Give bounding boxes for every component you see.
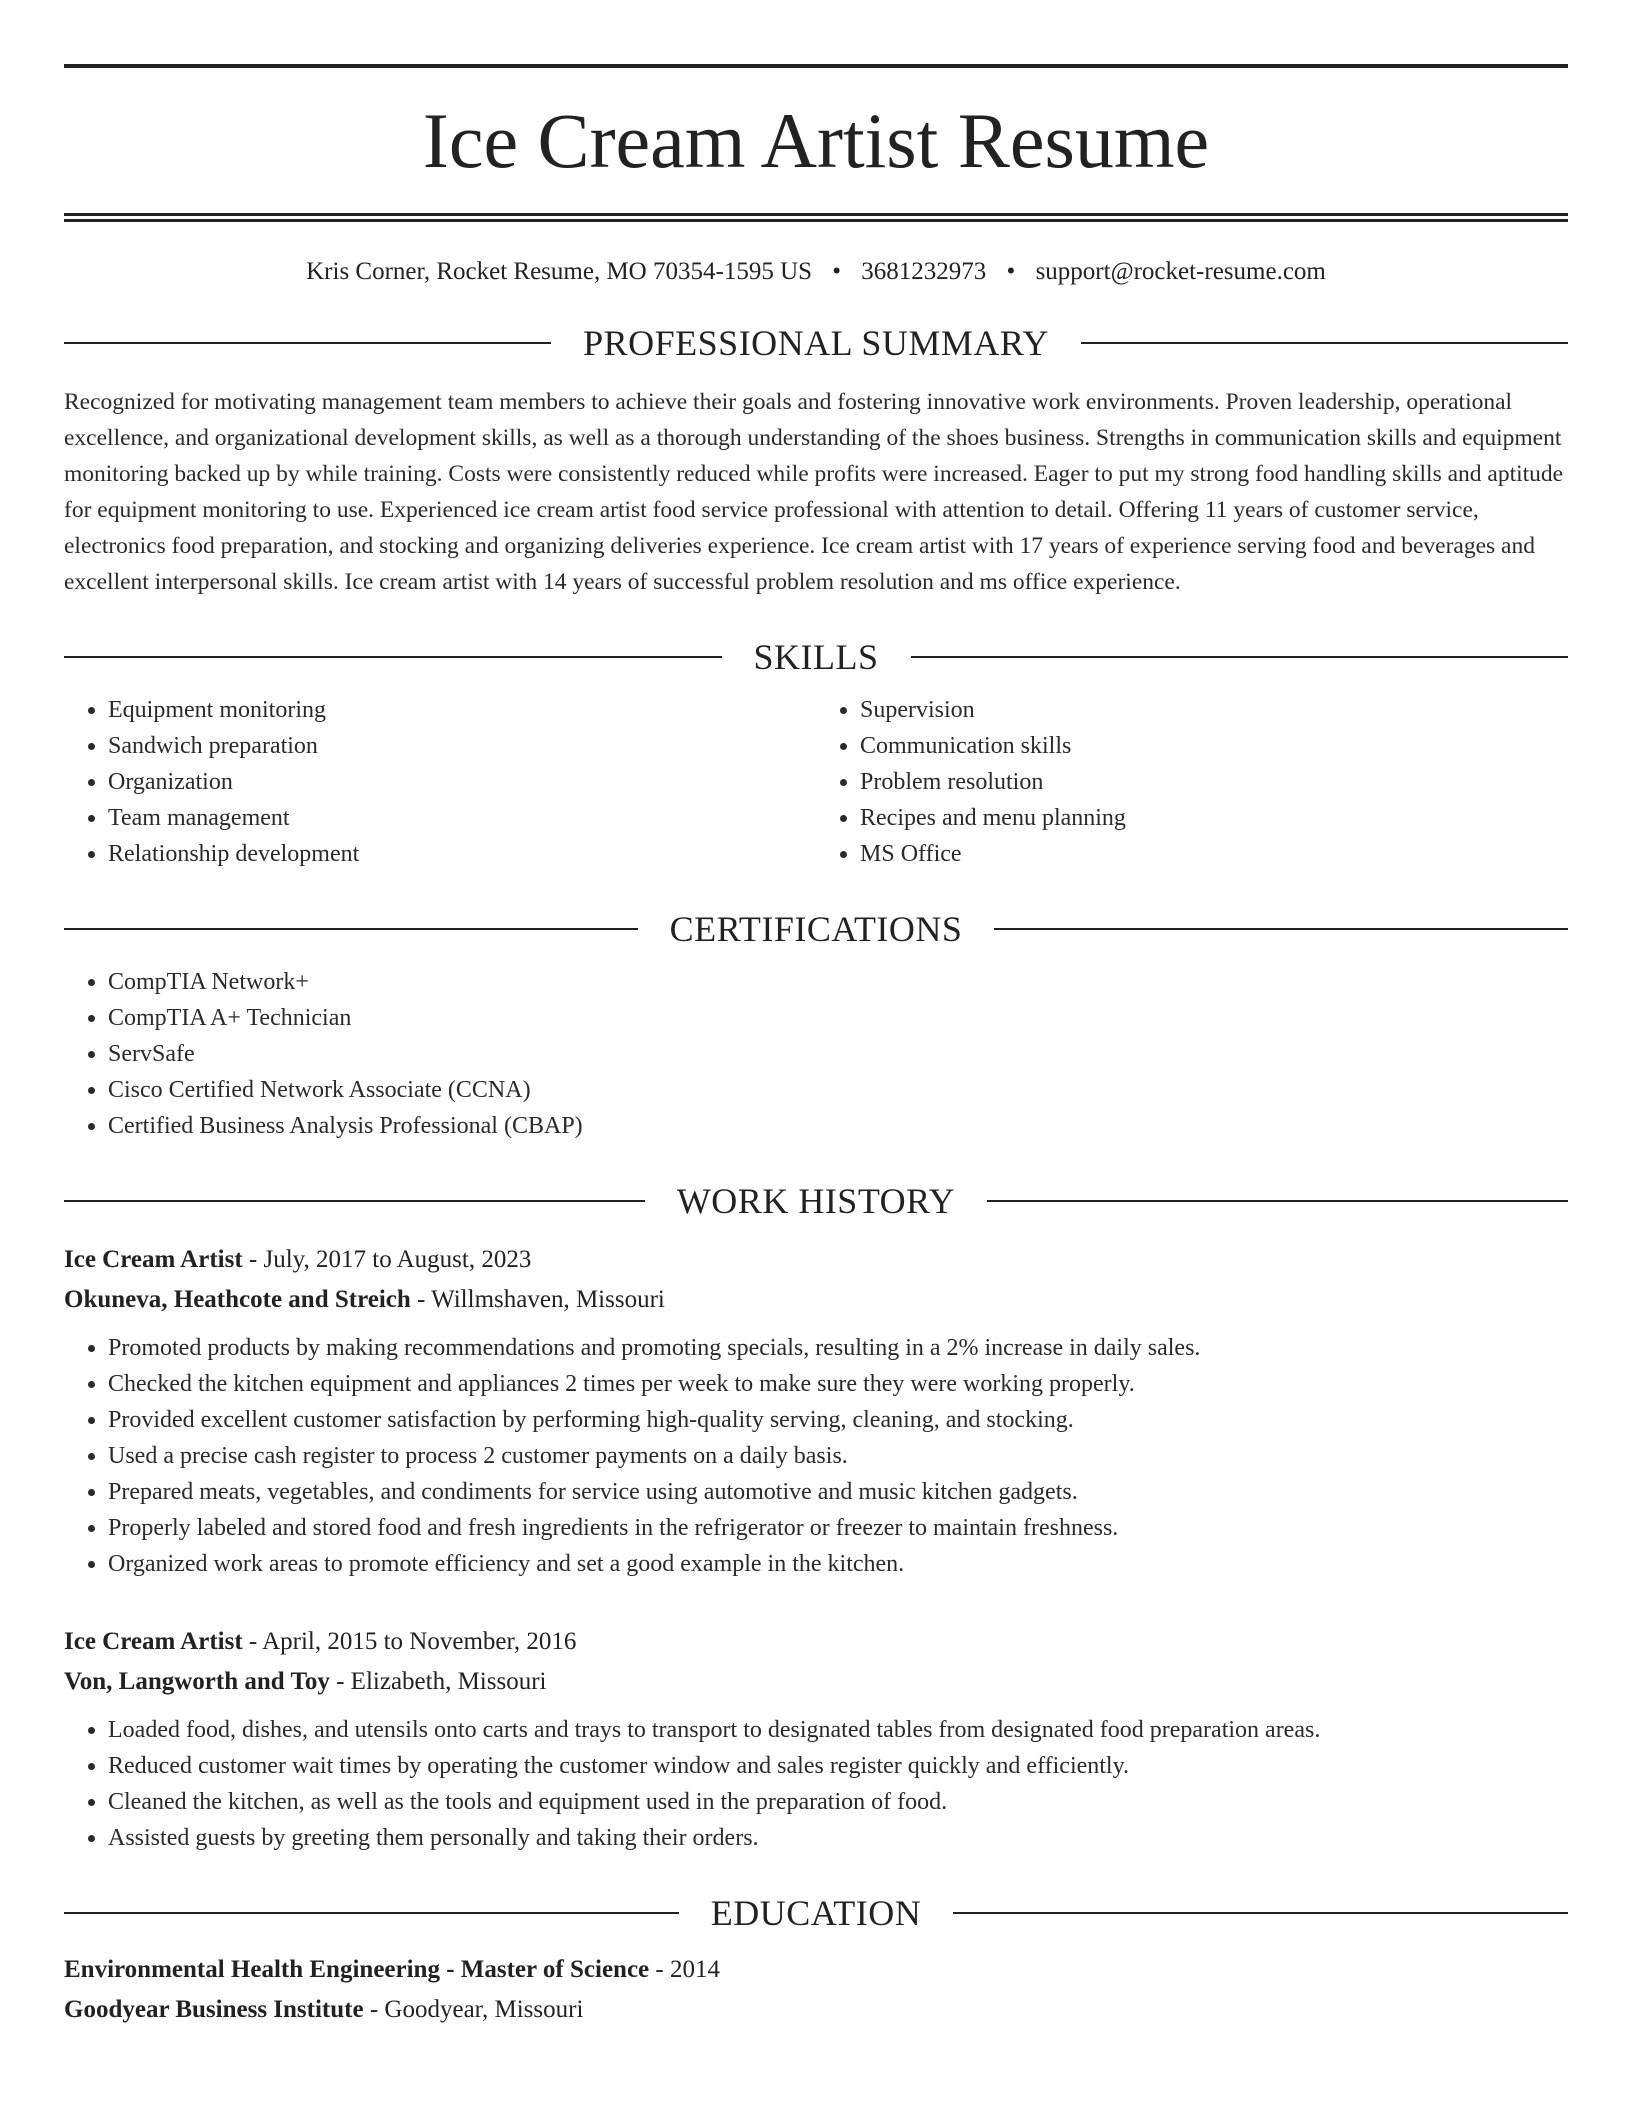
job-bullets xyxy=(64,1330,1568,1582)
skills-heading-label: SKILLS xyxy=(753,637,879,677)
skill-item: • Team management xyxy=(108,800,816,836)
certification-item: • Certified Business Analysis Professional (CBAP) xyxy=(108,1108,1568,1144)
education-degree: Environmental Health Engineering - Master of Science xyxy=(64,1956,650,1983)
heading-rule xyxy=(994,928,1568,930)
job-bullets xyxy=(64,1712,1568,1856)
contact-line xyxy=(64,258,1568,286)
education-school: Goodyear Business Institute xyxy=(64,1996,364,2023)
heading-rule xyxy=(64,928,638,930)
job-bullet: • Reduced customer wait times by operating the customer window and sales register quickly and efficiently. xyxy=(108,1748,1568,1784)
heading-rule xyxy=(987,1200,1568,1202)
job-bullet: • Properly labeled and stored food and fresh ingredients in the refrigerator or freezer to maintain freshness. xyxy=(108,1510,1568,1546)
contact-separator: • xyxy=(832,258,842,285)
job-title-line xyxy=(64,1622,1568,1662)
contact-separator: • xyxy=(1006,258,1016,285)
job-bullet: • Organized work areas to promote efficiency and set a good example in the kitchen. xyxy=(108,1546,1568,1582)
education-heading-label: EDUCATION xyxy=(710,1893,922,1933)
heading-rule xyxy=(953,1912,1568,1914)
skill-item: • Supervision xyxy=(860,692,1568,728)
education-degree-line xyxy=(64,1950,1568,1990)
summary-heading xyxy=(64,322,1568,364)
job-entry xyxy=(64,1240,1568,1582)
top-rule xyxy=(64,64,1568,68)
job-company-line xyxy=(64,1662,1568,1702)
summary-text: Recognized for motivating management team members to achieve their goals and fostering innovative work environments. Proven leadership, operational excellence, and organizational development skills, as well as a thorough understanding of the shoes business. Strengths in communication skills and equipment monitoring backed up by while training. Costs were consistently reduced while profits were increased. Eager to put my strong food handling skills and aptitude for equipment monitoring to use. Experienced ice cream artist food service professional with attention to detail. Offering 11 years of customer service, electronics food preparation, and stocking and organizing deliveries experience. Ice cream artist with 17 years of experience serving food and beverages and excellent interpersonal skills. Ice cream artist with 14 years of successful problem resolution and ms office experience. xyxy=(64,389,1564,595)
education-year: - 2014 xyxy=(649,1956,720,1983)
certification-item: • ServSafe xyxy=(108,1036,1568,1072)
job-bullet: • Prepared meats, vegetables, and condiments for service using automotive and music kitchen gadgets. xyxy=(108,1474,1568,1510)
job-title-line xyxy=(64,1240,1568,1280)
resume-page xyxy=(64,0,1568,2030)
education-school-line xyxy=(64,1990,1568,2030)
job-location: - Elizabeth, Missouri xyxy=(329,1668,547,1695)
skill-item: • Relationship development xyxy=(108,836,816,872)
title-double-rule xyxy=(64,213,1568,222)
certifications-heading xyxy=(64,908,1568,950)
job-dates: - July, 2017 to August, 2023 xyxy=(242,1246,532,1273)
job-bullet: • Loaded food, dishes, and utensils onto carts and trays to transport to designated tables from designated food preparation areas. xyxy=(108,1712,1568,1748)
heading-rule xyxy=(64,656,722,658)
skill-item: • Organization xyxy=(108,764,816,800)
work-heading xyxy=(64,1180,1568,1222)
skills-grid xyxy=(64,678,1568,872)
certifications-list xyxy=(64,964,1568,1144)
contact-address: Kris Corner, Rocket Resume, MO 70354-1595 US xyxy=(306,258,813,285)
skill-item: • Problem resolution xyxy=(860,764,1568,800)
skill-item: • MS Office xyxy=(860,836,1568,872)
heading-rule xyxy=(64,1200,645,1202)
job-bullet: • Promoted products by making recommendations and promoting specials, resulting in a 2% increase in daily sales. xyxy=(108,1330,1568,1366)
summary-heading-label: PROFESSIONAL SUMMARY xyxy=(583,323,1049,363)
contact-phone: 3681232973 xyxy=(861,258,987,285)
resume-title: Ice Cream Artist Resume xyxy=(422,97,1210,184)
education-entry xyxy=(64,1950,1568,2030)
skill-item: • Communication skills xyxy=(860,728,1568,764)
skills-list-left xyxy=(64,692,816,872)
work-heading-label: WORK HISTORY xyxy=(676,1181,956,1221)
skill-item: • Equipment monitoring xyxy=(108,692,816,728)
skills-list-right xyxy=(816,692,1568,872)
job-location: - Willmshaven, Missouri xyxy=(410,1286,665,1313)
heading-rule xyxy=(1081,342,1568,344)
job-bullet: • Assisted guests by greeting them personally and taking their orders. xyxy=(108,1820,1568,1856)
skill-item: • Recipes and menu planning xyxy=(860,800,1568,836)
certification-item: • CompTIA Network+ xyxy=(108,964,1568,1000)
education-location: - Goodyear, Missouri xyxy=(363,1996,584,2023)
job-bullet: • Provided excellent customer satisfaction by performing high-quality serving, cleaning, and stocking. xyxy=(108,1402,1568,1438)
heading-rule xyxy=(64,1912,679,1914)
heading-rule xyxy=(64,342,551,344)
job-company-line xyxy=(64,1280,1568,1320)
job-company: Okuneva, Heathcote and Streich xyxy=(64,1286,411,1313)
certification-item: • Cisco Certified Network Associate (CCNA) xyxy=(108,1072,1568,1108)
job-company: Von, Langworth and Toy xyxy=(64,1668,330,1695)
certifications-heading-label: CERTIFICATIONS xyxy=(669,909,963,949)
skill-item: • Sandwich preparation xyxy=(108,728,816,764)
job-title: Ice Cream Artist xyxy=(64,1628,243,1655)
job-bullet: • Checked the kitchen equipment and appliances 2 times per week to make sure they were working properly. xyxy=(108,1366,1568,1402)
heading-rule xyxy=(911,656,1569,658)
contact-email: support@rocket-resume.com xyxy=(1035,258,1326,285)
certification-item: • CompTIA A+ Technician xyxy=(108,1000,1568,1036)
job-bullet: • Used a precise cash register to process 2 customer payments on a daily basis. xyxy=(108,1438,1568,1474)
skills-heading xyxy=(64,636,1568,678)
job-entry xyxy=(64,1622,1568,1856)
job-bullet: • Cleaned the kitchen, as well as the tools and equipment used in the preparation of food. xyxy=(108,1784,1568,1820)
job-dates: - April, 2015 to November, 2016 xyxy=(242,1628,577,1655)
job-title: Ice Cream Artist xyxy=(64,1246,243,1273)
education-heading xyxy=(64,1892,1568,1934)
